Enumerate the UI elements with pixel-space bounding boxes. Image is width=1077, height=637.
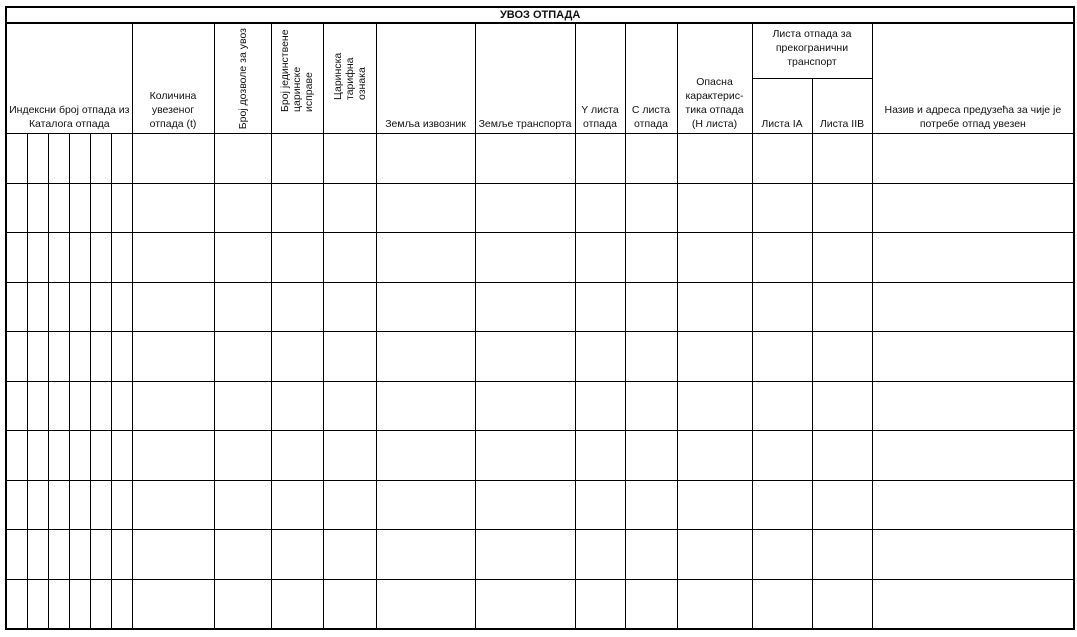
header-quantity: Количина увезеног отпада (t) bbox=[132, 23, 214, 134]
table-cell[interactable] bbox=[376, 530, 475, 580]
header-exporter-country: Земља извозник bbox=[376, 23, 475, 134]
table-cell[interactable] bbox=[271, 579, 323, 629]
table-cell[interactable] bbox=[752, 233, 812, 283]
table-cell[interactable] bbox=[575, 282, 625, 332]
index-digit-cell[interactable] bbox=[6, 233, 27, 283]
table-cell[interactable] bbox=[376, 282, 475, 332]
table-cell[interactable] bbox=[323, 233, 376, 283]
index-digit-cell[interactable] bbox=[69, 282, 90, 332]
table-body bbox=[6, 134, 1074, 629]
header-transit-countries: Земље транспорта bbox=[475, 23, 575, 134]
header-tariff-mark: Царинска тарифна ознака bbox=[323, 23, 376, 134]
index-digit-cell[interactable] bbox=[111, 431, 132, 481]
table-cell[interactable] bbox=[214, 480, 271, 530]
table-cell[interactable] bbox=[271, 431, 323, 481]
index-digit-cell[interactable] bbox=[111, 530, 132, 580]
table-cell[interactable] bbox=[323, 579, 376, 629]
index-digit-cell[interactable] bbox=[6, 183, 27, 233]
index-digit-cell[interactable] bbox=[27, 183, 48, 233]
index-digit-cell[interactable] bbox=[6, 431, 27, 481]
index-digit-cell[interactable] bbox=[111, 233, 132, 283]
table-cell[interactable] bbox=[132, 332, 214, 382]
table-cell[interactable] bbox=[625, 183, 677, 233]
table-cell[interactable] bbox=[812, 282, 872, 332]
table-cell[interactable] bbox=[214, 233, 271, 283]
table-cell[interactable] bbox=[323, 183, 376, 233]
index-digit-cell[interactable] bbox=[27, 282, 48, 332]
table-cell[interactable] bbox=[625, 530, 677, 580]
table-cell[interactable] bbox=[872, 579, 1074, 629]
index-digit-cell[interactable] bbox=[48, 282, 69, 332]
index-digit-cell[interactable] bbox=[111, 381, 132, 431]
header-permit-number: Број дозволе за увоз bbox=[214, 23, 271, 134]
table-cell[interactable] bbox=[812, 530, 872, 580]
waste-import-table bbox=[5, 6, 1075, 630]
table-cell[interactable] bbox=[214, 579, 271, 629]
table-cell[interactable] bbox=[625, 579, 677, 629]
index-digit-cell[interactable] bbox=[27, 332, 48, 382]
table-cell[interactable] bbox=[752, 332, 812, 382]
table-cell[interactable] bbox=[132, 233, 214, 283]
table-cell[interactable] bbox=[872, 480, 1074, 530]
index-digit-cell[interactable] bbox=[111, 183, 132, 233]
table-cell[interactable] bbox=[677, 579, 752, 629]
table-cell[interactable] bbox=[752, 480, 812, 530]
table-cell[interactable] bbox=[214, 431, 271, 481]
table-cell[interactable] bbox=[475, 332, 575, 382]
index-digit-cell[interactable] bbox=[111, 134, 132, 184]
table-cell[interactable] bbox=[575, 332, 625, 382]
table-cell[interactable] bbox=[271, 134, 323, 184]
index-digit-cell[interactable] bbox=[27, 381, 48, 431]
header-index-number: Индексни број отпада из Каталога отпада bbox=[6, 23, 132, 134]
table-cell[interactable] bbox=[132, 183, 214, 233]
index-digit-cell[interactable] bbox=[69, 381, 90, 431]
table-cell[interactable] bbox=[625, 480, 677, 530]
table-cell[interactable] bbox=[575, 134, 625, 184]
table-cell[interactable] bbox=[872, 134, 1074, 184]
index-digit-cell[interactable] bbox=[48, 183, 69, 233]
table-cell[interactable] bbox=[475, 381, 575, 431]
table-cell[interactable] bbox=[475, 134, 575, 184]
table-cell[interactable] bbox=[132, 530, 214, 580]
table-cell[interactable] bbox=[214, 183, 271, 233]
table-cell[interactable] bbox=[214, 530, 271, 580]
index-digit-cell[interactable] bbox=[69, 530, 90, 580]
table-cell[interactable] bbox=[376, 233, 475, 283]
index-digit-cell[interactable] bbox=[90, 530, 111, 580]
table-cell[interactable] bbox=[872, 233, 1074, 283]
header-transboundary-list: Листа отпада за прекогранични транспорт bbox=[752, 23, 872, 78]
table-cell[interactable] bbox=[575, 579, 625, 629]
index-digit-cell[interactable] bbox=[48, 480, 69, 530]
index-digit-cell[interactable] bbox=[6, 530, 27, 580]
index-digit-cell[interactable] bbox=[90, 233, 111, 283]
index-digit-cell[interactable] bbox=[69, 431, 90, 481]
table-row bbox=[6, 431, 1074, 481]
index-digit-cell[interactable] bbox=[27, 134, 48, 184]
table-row bbox=[6, 332, 1074, 382]
table-cell[interactable] bbox=[323, 530, 376, 580]
table-cell[interactable] bbox=[132, 134, 214, 184]
table-cell[interactable] bbox=[752, 134, 812, 184]
table-cell[interactable] bbox=[323, 431, 376, 481]
index-digit-cell[interactable] bbox=[90, 134, 111, 184]
table-cell[interactable] bbox=[475, 480, 575, 530]
index-digit-cell[interactable] bbox=[90, 332, 111, 382]
index-digit-cell[interactable] bbox=[6, 579, 27, 629]
table-cell[interactable] bbox=[376, 480, 475, 530]
table-cell[interactable] bbox=[812, 332, 872, 382]
table-cell[interactable] bbox=[812, 480, 872, 530]
table-cell[interactable] bbox=[677, 431, 752, 481]
table-cell[interactable] bbox=[323, 332, 376, 382]
table-cell[interactable] bbox=[271, 381, 323, 431]
table-cell[interactable] bbox=[677, 381, 752, 431]
header-y-list: Y листа отпада bbox=[575, 23, 625, 134]
index-digit-cell[interactable] bbox=[27, 579, 48, 629]
table-cell[interactable] bbox=[625, 134, 677, 184]
table-row bbox=[6, 381, 1074, 431]
table-cell[interactable] bbox=[625, 332, 677, 382]
table-cell[interactable] bbox=[625, 381, 677, 431]
index-digit-cell[interactable] bbox=[6, 332, 27, 382]
index-digit-cell[interactable] bbox=[48, 233, 69, 283]
table-cell[interactable] bbox=[132, 282, 214, 332]
table-cell[interactable] bbox=[872, 381, 1074, 431]
header-hazard: Опасна карактерис-тика отпада (H листа) bbox=[677, 23, 752, 134]
table-cell[interactable] bbox=[677, 332, 752, 382]
table-cell[interactable] bbox=[872, 431, 1074, 481]
header-list-ia: Листа IA bbox=[752, 78, 812, 134]
table-cell[interactable] bbox=[677, 530, 752, 580]
table-cell[interactable] bbox=[575, 381, 625, 431]
table-cell[interactable] bbox=[752, 431, 812, 481]
table-cell[interactable] bbox=[376, 579, 475, 629]
table-cell[interactable] bbox=[271, 183, 323, 233]
table-cell[interactable] bbox=[376, 381, 475, 431]
table-cell[interactable] bbox=[475, 431, 575, 481]
table-cell[interactable] bbox=[271, 282, 323, 332]
index-digit-cell[interactable] bbox=[111, 579, 132, 629]
index-digit-cell[interactable] bbox=[6, 480, 27, 530]
table-row bbox=[6, 134, 1074, 184]
table-cell[interactable] bbox=[677, 282, 752, 332]
table-cell[interactable] bbox=[625, 431, 677, 481]
table-cell[interactable] bbox=[271, 480, 323, 530]
table-cell[interactable] bbox=[677, 233, 752, 283]
header-company: Назив и адреса предузећа за чије је потребе отпад увезен bbox=[872, 23, 1074, 134]
table-cell[interactable] bbox=[812, 431, 872, 481]
table-cell[interactable] bbox=[475, 233, 575, 283]
table-cell[interactable] bbox=[575, 480, 625, 530]
table-cell[interactable] bbox=[271, 233, 323, 283]
table-cell[interactable] bbox=[475, 579, 575, 629]
table-cell[interactable] bbox=[812, 381, 872, 431]
index-digit-cell[interactable] bbox=[90, 381, 111, 431]
table-row bbox=[6, 480, 1074, 530]
table-cell[interactable] bbox=[677, 134, 752, 184]
index-digit-cell[interactable] bbox=[48, 579, 69, 629]
table-row bbox=[6, 530, 1074, 580]
waste-import-form bbox=[5, 6, 1074, 631]
table-cell[interactable] bbox=[376, 431, 475, 481]
table-cell[interactable] bbox=[271, 332, 323, 382]
table-cell[interactable] bbox=[625, 233, 677, 283]
table-row bbox=[6, 183, 1074, 233]
table-cell[interactable] bbox=[132, 579, 214, 629]
index-digit-cell[interactable] bbox=[111, 282, 132, 332]
index-digit-cell[interactable] bbox=[48, 332, 69, 382]
table-cell[interactable] bbox=[323, 282, 376, 332]
index-digit-cell[interactable] bbox=[111, 332, 132, 382]
table-cell[interactable] bbox=[475, 183, 575, 233]
table-cell[interactable] bbox=[575, 183, 625, 233]
index-digit-cell[interactable] bbox=[90, 183, 111, 233]
table-cell[interactable] bbox=[323, 134, 376, 184]
index-digit-cell[interactable] bbox=[6, 381, 27, 431]
table-cell[interactable] bbox=[677, 183, 752, 233]
header-customs-doc-number: Број јединствене царинске исправе bbox=[271, 23, 323, 134]
table-cell[interactable] bbox=[752, 579, 812, 629]
index-digit-cell[interactable] bbox=[69, 332, 90, 382]
index-digit-cell[interactable] bbox=[69, 579, 90, 629]
index-digit-cell[interactable] bbox=[90, 480, 111, 530]
index-digit-cell[interactable] bbox=[48, 530, 69, 580]
table-cell[interactable] bbox=[376, 134, 475, 184]
table-cell[interactable] bbox=[752, 381, 812, 431]
table-cell[interactable] bbox=[132, 381, 214, 431]
table-cell[interactable] bbox=[575, 431, 625, 481]
index-digit-cell[interactable] bbox=[48, 381, 69, 431]
index-digit-cell[interactable] bbox=[27, 530, 48, 580]
table-cell[interactable] bbox=[812, 134, 872, 184]
index-digit-cell[interactable] bbox=[6, 282, 27, 332]
table-cell[interactable] bbox=[214, 381, 271, 431]
table-row bbox=[6, 233, 1074, 283]
index-digit-cell[interactable] bbox=[69, 183, 90, 233]
table-cell[interactable] bbox=[872, 332, 1074, 382]
table-cell[interactable] bbox=[812, 233, 872, 283]
table-title: УВОЗ ОТПАДА bbox=[6, 7, 1074, 23]
header-c-list: C листа отпада bbox=[625, 23, 677, 134]
table-cell[interactable] bbox=[132, 480, 214, 530]
table-cell[interactable] bbox=[752, 282, 812, 332]
index-digit-cell[interactable] bbox=[90, 431, 111, 481]
index-digit-cell[interactable] bbox=[27, 431, 48, 481]
index-digit-cell[interactable] bbox=[111, 480, 132, 530]
table-cell[interactable] bbox=[475, 282, 575, 332]
table-cell[interactable] bbox=[214, 282, 271, 332]
table-cell[interactable] bbox=[575, 233, 625, 283]
index-digit-cell[interactable] bbox=[69, 134, 90, 184]
table-cell[interactable] bbox=[271, 530, 323, 580]
table-cell[interactable] bbox=[872, 183, 1074, 233]
table-cell[interactable] bbox=[872, 282, 1074, 332]
index-digit-cell[interactable] bbox=[27, 233, 48, 283]
table-cell[interactable] bbox=[752, 530, 812, 580]
table-cell[interactable] bbox=[214, 332, 271, 382]
index-digit-cell[interactable] bbox=[27, 480, 48, 530]
index-digit-cell[interactable] bbox=[69, 233, 90, 283]
table-cell[interactable] bbox=[677, 480, 752, 530]
table-cell[interactable] bbox=[323, 480, 376, 530]
table-cell[interactable] bbox=[323, 381, 376, 431]
table-cell[interactable] bbox=[812, 183, 872, 233]
index-digit-cell[interactable] bbox=[90, 579, 111, 629]
index-digit-cell[interactable] bbox=[48, 431, 69, 481]
table-cell[interactable] bbox=[376, 183, 475, 233]
table-cell[interactable] bbox=[132, 431, 214, 481]
table-cell[interactable] bbox=[575, 530, 625, 580]
index-digit-cell[interactable] bbox=[69, 480, 90, 530]
table-cell[interactable] bbox=[625, 282, 677, 332]
table-cell[interactable] bbox=[872, 530, 1074, 580]
table-row bbox=[6, 282, 1074, 332]
index-digit-cell[interactable] bbox=[6, 134, 27, 184]
table-row bbox=[6, 579, 1074, 629]
index-digit-cell[interactable] bbox=[48, 134, 69, 184]
header-list-iib: Листа IIB bbox=[812, 78, 872, 134]
table-cell[interactable] bbox=[214, 134, 271, 184]
index-digit-cell[interactable] bbox=[90, 282, 111, 332]
table-cell[interactable] bbox=[812, 579, 872, 629]
table-cell[interactable] bbox=[752, 183, 812, 233]
table-cell[interactable] bbox=[376, 332, 475, 382]
table-cell[interactable] bbox=[475, 530, 575, 580]
